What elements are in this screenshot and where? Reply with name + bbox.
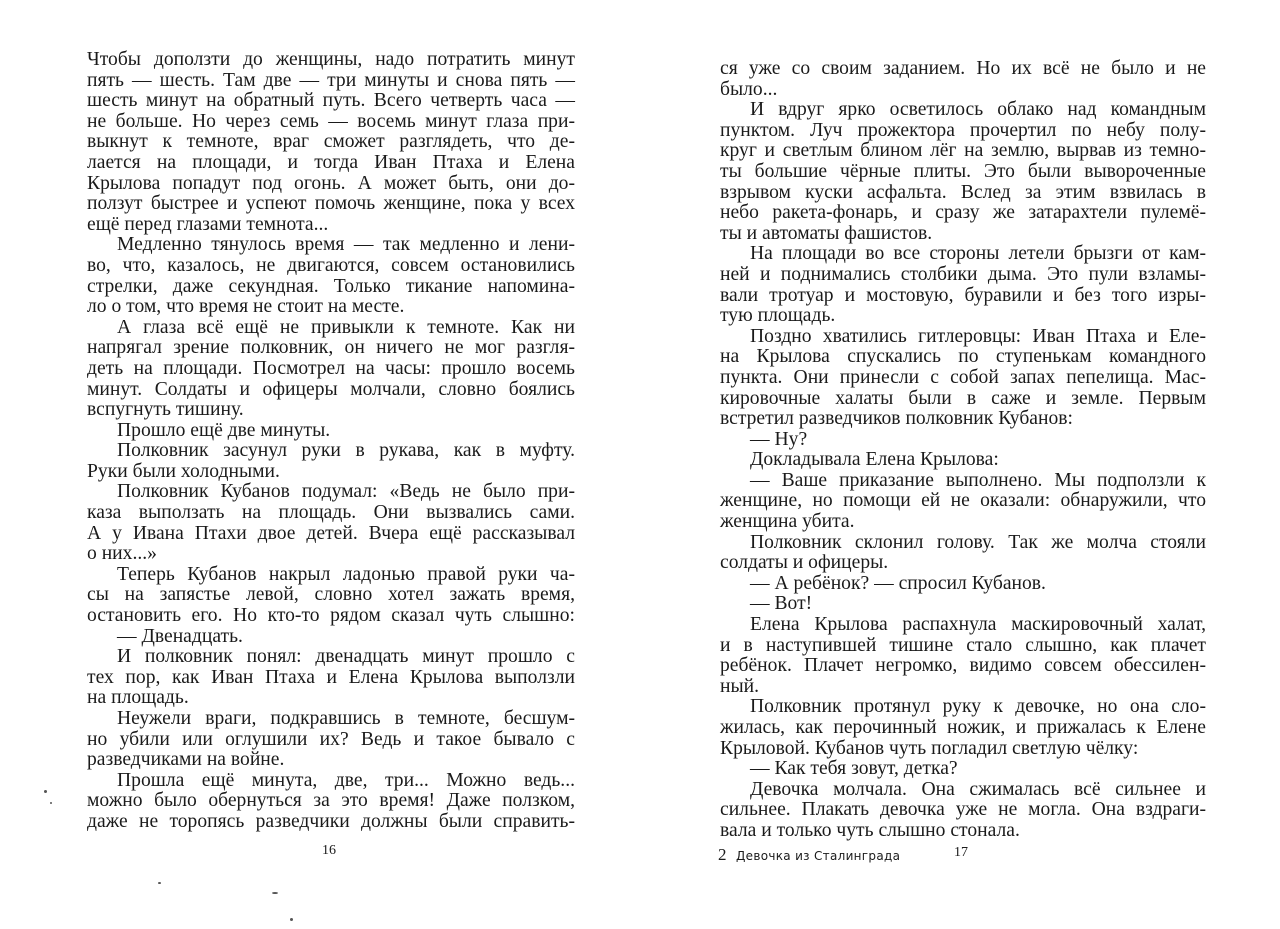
text-line: круг и светлым блином лёг на землю, вырвав из темно- <box>720 140 1206 162</box>
right-page-number: 17 <box>954 845 968 860</box>
text-line: шесть минут на обратный путь. Всего четверть часа — <box>87 90 575 112</box>
text-line: Полковник засунул руки в рукава, как в муфту. <box>117 440 575 462</box>
text-line: встретил разведчиков полковник Кубанов: <box>720 408 1073 430</box>
text-line: сильнее. Плакать девочка уже не могла. Она вздраги- <box>720 799 1206 821</box>
text-line: вали тротуар и мостовую, буравили и без того изры- <box>720 284 1206 306</box>
text-line: каза выползать на площадь. Они вызвались сами. <box>87 502 575 524</box>
print-speck <box>290 918 293 921</box>
text-line: И вдруг ярко осветилось облако над командным <box>750 99 1206 121</box>
print-speck <box>44 790 47 793</box>
text-line: ползут быстрее и успеют помочь женщине, пока у всех <box>87 193 575 215</box>
text-line: стрелки, даже секундная. Только тикание напомина- <box>87 275 575 297</box>
text-line: — А ребёнок? — спросил Кубанов. <box>750 572 1046 594</box>
text-line: во, что, казалось, не двигаются, совсем остановились <box>87 254 575 276</box>
text-line: Неужели враги, подкравшись в темноте, бесшум- <box>117 708 575 729</box>
left-page-number: 16 <box>322 843 336 858</box>
text-line: Крыловой. Кубанов чуть погладил светлую чёлку: <box>720 737 1139 759</box>
text-line: пунктом. Луч прожектора прочертил по небу полу- <box>720 119 1206 141</box>
text-line: ты большие чёрные плиты. Это были вывороченные <box>720 160 1206 182</box>
text-line: Елена Крылова распахнула маскировочный халат, <box>750 614 1206 636</box>
text-line: жилась, как перочинный ножик, и прижалась к Елене <box>720 717 1206 738</box>
text-line: ты и автоматы фашистов. <box>720 222 933 244</box>
text-line: А глаза всё ещё не привыкли к темноте. Как ни <box>117 316 575 338</box>
text-line: тую площадь. <box>720 305 836 327</box>
text-line: остановить его. Но кто-то рядом сказал чуть слышно: <box>87 605 575 627</box>
right-page-text <box>720 59 1206 842</box>
print-speck <box>158 882 161 884</box>
text-line: пять — шесть. Там две — три минуты и снова пять — <box>87 69 575 91</box>
text-line: Теперь Кубанов накрыл ладонью правой руки ча- <box>117 563 575 585</box>
text-line: и в наступившей тишине стало слышно, как плачет <box>720 634 1206 656</box>
text-line: — Двенадцать. <box>117 625 243 647</box>
text-line: вала и только чуть слышно стонала. <box>720 819 1020 841</box>
text-line: деть на площади. Посмотрел на часы: прошло восемь <box>87 357 575 379</box>
text-line: Прошло ещё две минуты. <box>117 419 331 441</box>
signature-mark <box>718 845 900 865</box>
text-line: выкнут к темноте, враг сможет разглядеть, что де- <box>87 131 575 153</box>
right-page <box>640 0 1280 929</box>
text-line: солдаты и офицеры. <box>720 552 889 574</box>
text-line: Полковник Кубанов подумал: «Ведь не было при- <box>117 481 575 503</box>
text-line: — Как тебя зовут, детка? <box>750 758 958 780</box>
text-line: ло о том, что время не стоит на месте. <box>87 296 405 318</box>
text-line: лается на площади, и тогда Иван Птаха и Елена <box>87 151 575 173</box>
text-line: минут. Солдаты и офицеры молчали, словно боялись <box>87 378 575 400</box>
text-line: На площади во все стороны летели брызги от кам- <box>750 243 1206 265</box>
text-line: Медленно тянулось время — так медленно и лени- <box>117 234 575 256</box>
signature-number: 2 <box>718 845 727 864</box>
left-page-text <box>87 50 575 833</box>
text-line: кировочные халаты были в саже и земле. Первым <box>720 387 1206 409</box>
text-line: ся уже со своим заданием. Но их всё не было и не <box>720 58 1206 79</box>
text-line: вспугнуть тишину. <box>87 399 244 421</box>
text-line: тех пор, как Иван Птаха и Елена Крылова выползли <box>87 666 575 688</box>
text-line: ребёнок. Плачет негромко, видимо совсем обессилен- <box>720 655 1206 677</box>
text-line: А у Ивана Птахи двое детей. Вчера ещё рассказывал <box>87 522 575 544</box>
text-line: можно было обернуться за это время! Даже ползком, <box>87 790 575 812</box>
text-line: взрывом куски асфальта. Вслед за этим взвилась в <box>720 181 1206 203</box>
text-line: Крылова попадут под огонь. А может быть, они до- <box>87 172 575 194</box>
text-line: женщине, но помощи ей не оказали: обнаружили, что <box>720 490 1206 512</box>
text-line: ный. <box>720 675 760 697</box>
text-line: Полковник протянул руку к девочке, но она сло- <box>750 696 1206 718</box>
text-line: — Ну? <box>750 428 808 450</box>
text-line: небо ракета-фонарь, и сразу же затарахтели пулемё- <box>720 202 1206 224</box>
text-line: — Вот! <box>750 593 813 615</box>
text-line: ней и поднимались столбики дыма. Это пули взламы- <box>720 263 1206 285</box>
text-line: Чтобы доползти до женщины, надо потратить минут <box>87 49 575 70</box>
text-line: Прошла ещё минута, две, три... Можно ведь... <box>117 769 575 791</box>
text-line: И полковник понял: двенадцать минут прошло с <box>117 646 575 668</box>
text-line: но убили или оглушили их? Ведь и такое бывало с <box>87 728 575 750</box>
text-line: Руки были холодными. <box>87 460 280 482</box>
text-line: Докладывала Елена Крылова: <box>750 449 999 471</box>
text-line: на Крылова спускались по ступенькам командного <box>720 346 1206 368</box>
text-line: на площадь. <box>87 687 189 709</box>
text-line: о них...» <box>87 543 157 565</box>
text-line: напрягал зрение полковник, он ничего не мог разгля- <box>87 337 575 359</box>
text-line: сы на запястье левой, словно хотел зажать время, <box>87 584 575 606</box>
text-line: женщина убита. <box>720 511 855 533</box>
text-line: Поздно хватились гитлеровцы: Иван Птаха и Еле- <box>750 325 1206 347</box>
text-line: разведчиками на войне. <box>87 749 285 771</box>
signature-title: Девочка из Сталинграда <box>736 849 901 863</box>
text-line: пункта. Они принесли с собой запах пепелища. Мас- <box>720 366 1206 388</box>
print-speck <box>50 802 52 804</box>
text-line: ещё перед глазами темнота... <box>87 213 329 235</box>
text-line: не больше. Но через семь — восемь минут глаза при- <box>87 110 575 132</box>
text-line: даже не торопясь разведчики должны были справить- <box>87 810 575 832</box>
text-line: Девочка молчала. Она сжималась всё сильнее и <box>750 778 1206 800</box>
text-line: Полковник склонил голову. Так же молча стояли <box>750 531 1206 553</box>
print-speck <box>272 892 278 894</box>
text-line: — Ваше приказание выполнено. Мы подползли к <box>750 469 1206 491</box>
text-line: было... <box>720 78 778 100</box>
